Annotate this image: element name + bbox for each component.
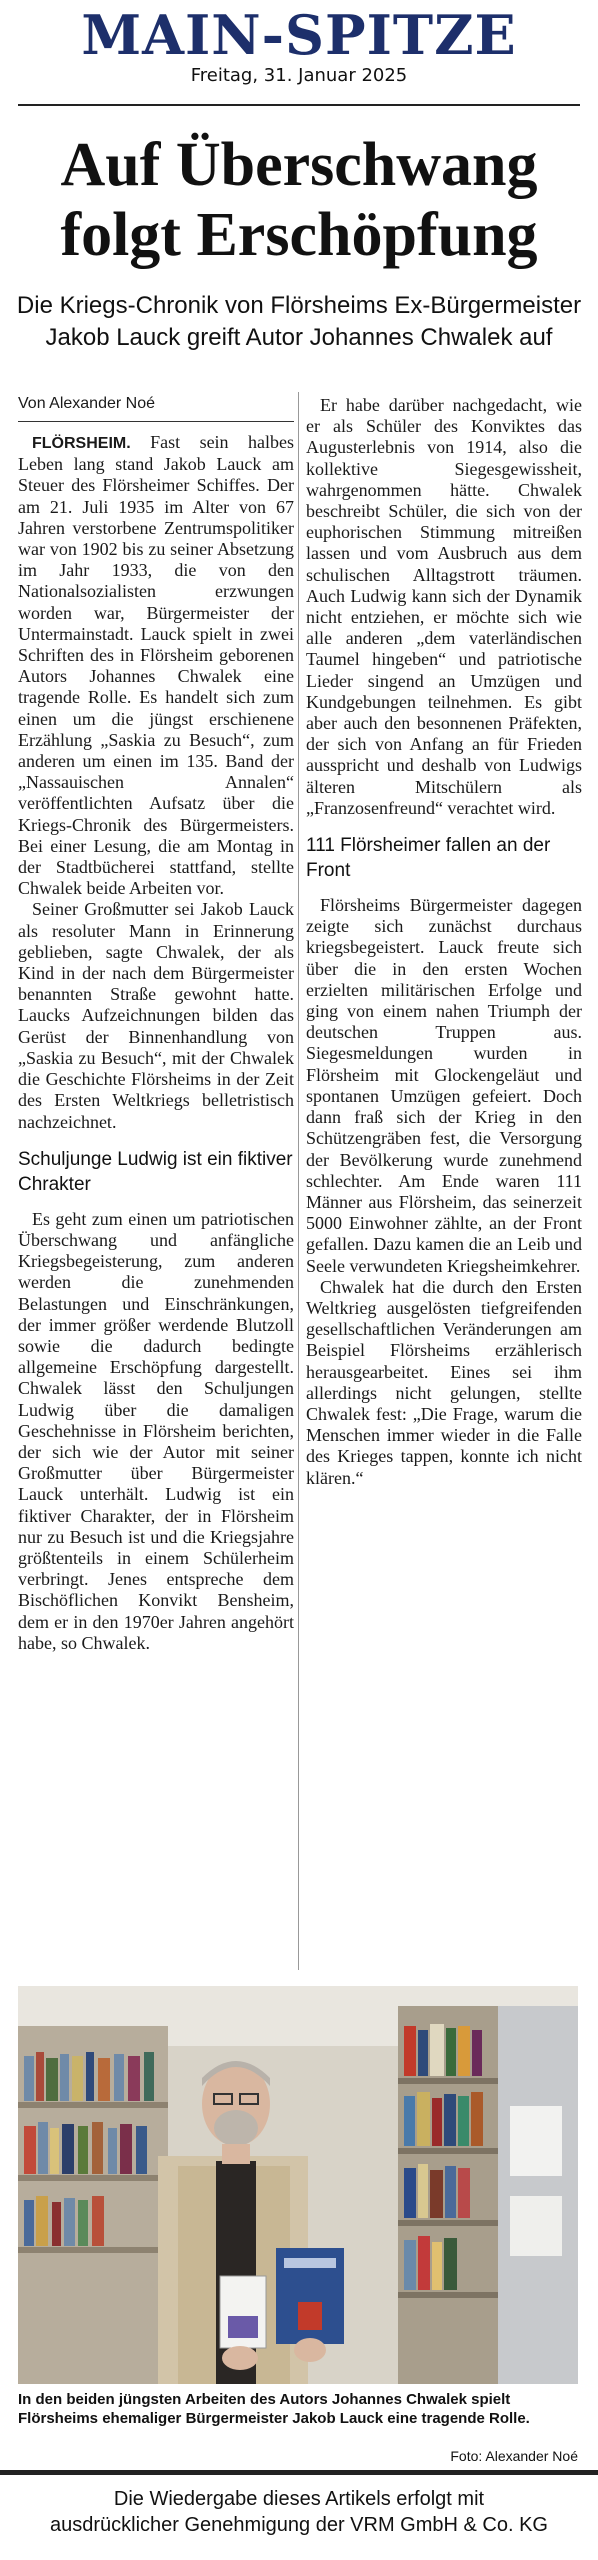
subhead-ludwig: Schuljunge Ludwig ist ein fiktiver Chrakter [18,1148,293,1195]
issue-date: Freitag, 31. Januar 2025 [190,65,408,86]
photo-caption: In den beiden jüngsten Arbeiten des Autors Johannes Chwalek spielt Flörsheims ehemaliger Bürgermeister Jakob Lauck eine tragende Rolle. [18,2391,530,2427]
footer-line-1: Die Wiedergabe dieses Artikels erfolgt mit [113,2488,485,2510]
article-photo [18,1986,578,2384]
footer-rule [0,2470,598,2475]
byline: Von Alexander Noé [18,393,294,422]
subhead-front: 111 Flörsheimer fallen an der Front [306,835,551,882]
paragraph-2: Seiner Großmutter sei Jakob Lauck als resoluter Mann in Erinnerung geblieben, sagte Chwalek, der als Kind in der nach dem Bürgermeister benannten Straße gewohnt hatte. Laucks Aufzeichnungen bilden das Gerüst der Binnenhandlung von „Saskia zu Besuch“, mit der Chwalek die Geschichte Flörsheims in der Zeit des Ersten Weltkriegs belletristisch nachzeichnet. [18,899,294,1132]
article-column-left [18,393,294,1654]
paragraph-4: Er habe darüber nachgedacht, wie er als Schüler des Konviktes das Augusterlebnis von 1914, also die kollektive Siegesgewissheit, wahrgenommen hätte. Chwalek beschreibt Schüler, die sich von der euphorischen Stimmung mitreißen lassen und vom Ausbruch aus dem schulischen Alltagstrott träumen. Auch Ludwig kann sich der Dynamik nicht entziehen, er möchte sich wie alle anderen „dem vaterländischen Taumel hingeben“ und patriotische Lieder singend an Umzügen und Kundgebungen teilnehmen. Es gibt aber auch den besonnenen Präfekten, der sich von Anfang an für Frieden ausspricht und deshalb von Ludwigs älteren Mitschülern als „Franzosenfreund“ verachtet wird. [306,395,582,818]
footer-line-2: ausdrücklicher Genehmigung der VRM GmbH & Co. KG [50,2514,548,2536]
paragraph-1: FLÖRSHEIM. Fast sein halbes Leben lang stand Jakob Lauck am Steuer des Flörsheimer Schiffes. Der am 21. Juli 1935 im Alter von 67 Jahren verstorbene Zentrumspolitiker war von 1902 bis zu seiner Absetzung im Jahr 1933, die von den Nationalsozialisten erzwungen worden war, Bürgermeister der Untermainstadt. Lauck spielt in zwei Schriften des in Flörsheim geborenen Autors Johannes Chwalek eine tragende Rolle. Es handelt sich zum einen um die jüngst erschienene Erzählung „Saskia zu Besuch“, zum anderen um einen im 135. Band der „Nassauischen Annalen“ veröffentlichten Aufsatz über die Kriegs-Chronik des Bürgermeisters. Bei einer Lesung, die am Montag in der Stadtbücherei stattfand, stellte Chwalek beide Arbeiten vor. [18,432,294,899]
paragraph-3: Es geht zum einen um patriotischen Überschwang und anfängliche Kriegsbegeisterung, zum anderen werden die zunehmenden Belastungen und Einschränkungen, der immer größer werdende Blutzoll sowie die dadurch bedingte allgemeine Erschöpfung dargestellt. Chwalek lässt den Schuljungen Ludwig über die damaligen Geschehnisse in Flörsheim berichten, der sich wie der Autor mit seiner Großmutter über Bürgermeister Lauck unterhält. Ludwig ist ein fiktiver Charakter, der in Flörsheim nur zu Besuch ist und die Kriegsjahre größtenteils in einem Schülerheim verbringt. Jenes entspreche dem Bischöflichen Konvikt Bensheim, dem er in den 1970er Jahren angehört habe, so Chwalek. [18,1208,294,1653]
masthead-rule [18,104,580,106]
article-column-right [306,395,582,1489]
copyright-footer [0,2486,598,2538]
column-divider [298,392,299,1970]
paragraph-6: Chwalek hat die durch den Ersten Weltkrieg ausgelösten tiefgreifenden gesellschaftlichen Veränderungen am Beispiel Flörsheims erzählerisch herausgearbeitet. Eines sei ihm allerdings nicht gelungen, stellte Chwalek fest: „Die Frage, warum die Menschen immer wieder in die Falle des Krieges tappen, konnte ich nicht klären.“ [306,1276,582,1488]
dateline: FLÖRSHEIM. [32,435,131,452]
article-subheadline: Die Kriegs-Chronik von Flörsheims Ex-Bürgermeister Jakob Lauck greift Autor Johannes Chwalek auf [16,292,582,351]
paragraph-5: Flörsheims Bürgermeister dagegen zeigte sich zunächst durchaus kriegsbegeistert. Lauck freute sich über die in den ersten Wochen erzielten militärischen Erfolge und ging von einem nahen Triumph der deutschen Truppen aus. Siegesmeldungen wurden in Flörsheim mit Glockengeläut und spontanen Umzügen gefeiert. Doch dann fraß sich der Krieg in den Schützengräben fest, die Versorgung der Bevölkerung wurde zunehmend schlechter. Am Ende waren 111 Männer aus Flörsheim, das seinerzeit 5000 Einwohner zählte, an der Front gefallen. Dazu kamen die an Leib und Seele verwundeten Kriegsheimkehrer. [306,895,582,1276]
article-headline: Auf Überschwang folgt Erschöpfung [60,131,538,269]
masthead [0,3,598,88]
newspaper-logo: MAIN-SPITZE [81,3,517,67]
photo-author-in-library [18,1986,578,2384]
photo-credit: Foto: Alexander Noé [450,2448,578,2464]
